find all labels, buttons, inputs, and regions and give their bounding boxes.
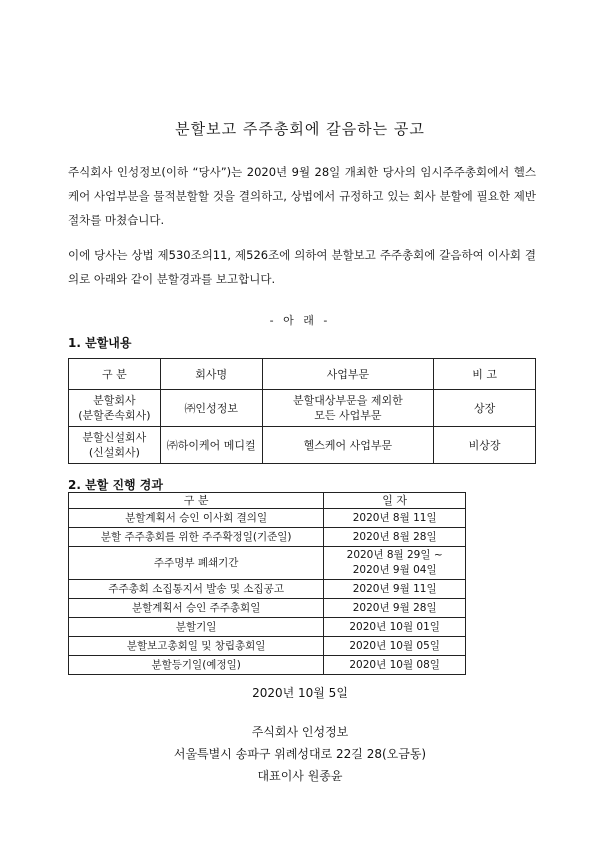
type-label: 분할신설회사 [82, 431, 147, 444]
cell-date: 2020년 8월 11일 [324, 509, 466, 528]
header-item: 구 분 [69, 493, 324, 509]
header-note: 비 고 [434, 359, 536, 390]
table-row [69, 509, 466, 528]
header-business: 사업부문 [262, 359, 434, 390]
business-label: 분할대상부문을 제외한 [293, 394, 403, 407]
cell-item: 분할계획서 승인 이사회 결의일 [69, 509, 324, 528]
below-marker: - 아 래 - [269, 314, 331, 327]
table-header-row [69, 493, 466, 509]
cell-note: 비상장 [434, 427, 536, 464]
progress-table [68, 492, 466, 675]
table-header-row [69, 359, 536, 390]
date-start: 2020년 8월 29일 ~ [346, 549, 443, 561]
cell-item: 주주총회 소집통지서 발송 및 소집공고 [69, 580, 324, 599]
cell-date: 2020년 9월 11일 [324, 580, 466, 599]
cell-item: 주주명부 폐쇄기간 [69, 547, 324, 580]
footer-ceo: 대표이사 원종윤 [257, 769, 343, 783]
business-sub-label: 모든 사업부문 [314, 409, 382, 422]
type-sub-label: (신설회사) [88, 446, 140, 459]
table-row [69, 656, 466, 675]
split-content-table [68, 358, 536, 464]
table-row [69, 580, 466, 599]
cell-company: ㈜인성정보 [160, 390, 262, 427]
document-title: 분할보고 주주총회에 갈음하는 공고 [175, 120, 425, 138]
cell-company: ㈜하이케어 메디컬 [160, 427, 262, 464]
table-row [69, 599, 466, 618]
type-label: 분할회사 [93, 394, 136, 407]
header-type: 구 분 [69, 359, 161, 390]
section1-heading: 1. 분할내용 [68, 336, 132, 350]
section2-heading: 2. 분할 진행 경과 [68, 478, 163, 492]
cell-item: 분할 주주총회를 위한 주주확정일(기준일) [69, 528, 324, 547]
header-company: 회사명 [160, 359, 262, 390]
cell-date: 2020년 8월 28일 [324, 528, 466, 547]
intro-paragraph: 주식회사 인성정보(이하 “당사”)는 2020년 9월 28일 개최한 당사의 임시주주총회에서 헬스케어 사업부분을 물적분할할 것을 결의하고, 상법에서 규정하고 있는 회사 분할에 필요한 제반 절차를 마쳤습니다. [68, 165, 536, 227]
announcement-date: 2020년 10월 5일 [252, 686, 348, 700]
table-row [69, 547, 466, 580]
footer-address: 서울특별시 송파구 위례성대로 22길 28(오금동) [173, 747, 427, 761]
cell-item: 분할등기일(예정일) [69, 656, 324, 675]
cell-date [324, 547, 466, 580]
footer-company: 주식회사 인성정보 [251, 725, 349, 739]
cell-date: 2020년 10월 05일 [324, 637, 466, 656]
date-end: 2020년 9월 04일 [352, 564, 437, 576]
cell-type [69, 390, 161, 427]
cell-business: 헬스케어 사업부문 [262, 427, 434, 464]
cell-date: 2020년 10월 08일 [324, 656, 466, 675]
table-row [69, 637, 466, 656]
report-paragraph: 이에 당사는 상법 제530조의11, 제526조에 의하여 분할보고 주주총회에 갈음하여 이사회 결의로 아래와 같이 분할경과를 보고합니다. [68, 248, 536, 286]
cell-item: 분할기일 [69, 618, 324, 637]
type-sub-label: (분할존속회사) [78, 409, 151, 422]
table-row [69, 618, 466, 637]
table-row [69, 427, 536, 464]
cell-item: 분할계획서 승인 주주총회일 [69, 599, 324, 618]
cell-date: 2020년 9월 28일 [324, 599, 466, 618]
cell-date: 2020년 10월 01일 [324, 618, 466, 637]
cell-item: 분할보고총회일 및 창립총회일 [69, 637, 324, 656]
cell-note: 상장 [434, 390, 536, 427]
cell-business [262, 390, 434, 427]
cell-type [69, 427, 161, 464]
header-date: 일 자 [324, 493, 466, 509]
table-row [69, 390, 536, 427]
table-row [69, 528, 466, 547]
